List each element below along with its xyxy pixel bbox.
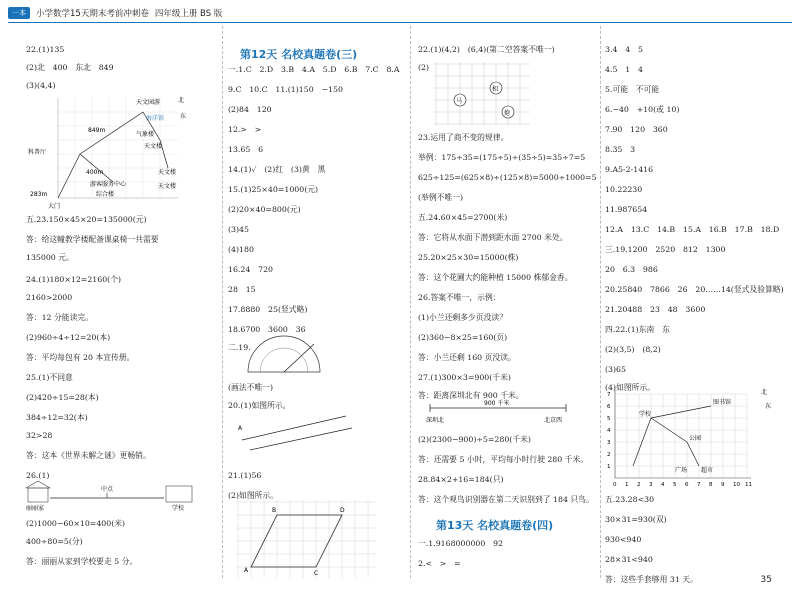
x-tick-label: 1 — [625, 482, 629, 488]
park-map-figure — [18, 94, 188, 210]
parallel-lines-figure — [236, 410, 356, 452]
answer-line: 135000 元。 — [26, 253, 74, 262]
answer-line: 答：它将从水面下潜到距水面 2700 米处。 — [418, 233, 568, 242]
answer-line: 625÷125=(625×8)÷(125×8)=5000÷1000=5 — [418, 173, 597, 182]
y-tick-label: 2 — [607, 452, 611, 458]
protractor-figure — [244, 334, 324, 378]
answer-line: 26.答案不唯一，示例： — [418, 293, 501, 302]
answer-line: (2)420÷15=28(本) — [26, 393, 99, 402]
answer-line: 举例：175÷35=(175÷5)÷(35÷5)=35÷7=5 — [418, 153, 586, 162]
answer-line: 答：平均每包有 20 本宣传册。 — [26, 353, 135, 362]
page-header — [8, 6, 222, 20]
answer-line: 10.22230 — [605, 185, 643, 194]
day-label: 第13天 — [436, 519, 474, 532]
column-divider — [222, 26, 223, 578]
day-13-heading — [436, 517, 553, 533]
x-tick-label: 4 — [661, 482, 665, 488]
answer-line: 24.(1)180×12=2160(个) — [26, 275, 122, 284]
x-tick-label: 6 — [685, 482, 689, 488]
answer-line: 20.25840 7866 26 20……14(竖式及验算略) — [605, 285, 784, 294]
answer-line: 384÷12=32(本) — [26, 413, 88, 422]
answer-line: 答：丽丽从家到学校要走 5 分。 — [26, 557, 138, 566]
answer-line: (2)960÷4÷12=20(本) — [26, 333, 111, 342]
answer-line: 23.运用了商不变的规律。 — [418, 133, 509, 142]
answer-line: 25.20×25×30=15000(株) — [418, 253, 519, 262]
answer-line: 8.35 3 — [605, 145, 636, 154]
map-label: 天文楼 — [144, 143, 163, 150]
answer-line: 21.20488 23 48 3600 — [605, 305, 706, 314]
answer-line: 答：距离深圳北有 900 千米。 — [418, 391, 524, 400]
answer-line: 5.可能 不可能 — [605, 85, 660, 94]
x-tick-label: 11 — [745, 482, 752, 488]
y-tick-label: 4 — [607, 428, 611, 434]
answer-line: (4)180 — [228, 245, 254, 254]
answer-line: 22.(1)(4,2) (6,4)(第二空答案不唯一) — [418, 45, 555, 54]
piece-label: 相 — [492, 86, 499, 93]
map-label: 天文园游 — [136, 99, 161, 106]
piece-label: 马 — [456, 98, 463, 105]
answer-line: 400÷80=5(分) — [26, 537, 83, 546]
x-tick-label: 3 — [649, 482, 653, 488]
place-label: 超市 — [701, 467, 714, 474]
answer-line: (1)小兰还剩多少页没读？ — [418, 313, 508, 322]
parallelogram-grid-figure — [236, 500, 376, 578]
answer-line: 四.22.(1)东南 东 — [605, 325, 670, 334]
answer-line: 12.> > — [228, 125, 262, 134]
answer-line: 4.5 1 4 — [605, 65, 643, 74]
svg-text:A: A — [238, 425, 243, 432]
north-label: 北 — [178, 97, 185, 104]
y-tick-label: 6 — [607, 404, 611, 410]
answer-line: 五.23.28<30 — [605, 495, 655, 504]
answer-line: 15.(1)25×40=1000(元) — [228, 185, 319, 194]
map-label: 400m — [86, 169, 104, 176]
place-label: 公园 — [689, 435, 702, 442]
map-label: 海洋馆 — [146, 115, 165, 122]
answer-line: 28×31<940 — [605, 555, 653, 564]
answer-line: (3)65 — [605, 365, 626, 374]
answer-line: 三.19.1200 2520 812 1300 — [605, 245, 726, 254]
answer-line: (2)20×40=800(元) — [228, 205, 301, 214]
place-label: 图书馆 — [713, 399, 732, 406]
x-tick-label: 7 — [697, 482, 701, 488]
midpoint-label: 中点 — [101, 486, 114, 493]
header-rule — [8, 22, 792, 23]
answer-line: 2.< > = — [418, 559, 461, 568]
answer-line: (4)如图所示。 — [605, 383, 656, 392]
answer-line: 26.(1) — [26, 471, 50, 480]
answer-line: (2)84 120 — [228, 105, 272, 114]
piece-label: 炮 — [504, 110, 511, 117]
answer-line: 14.(1)✓ (2)红 (3)黄 黑 — [228, 165, 326, 174]
answer-line: 答：还需要 5 小时，平均每小时行驶 280 千米。 — [418, 455, 589, 464]
x-tick-label: 9 — [721, 482, 725, 488]
answer-line: 32>28 — [26, 431, 53, 440]
north-label: 北 — [761, 389, 768, 396]
map-label: 849m — [88, 127, 106, 134]
answer-line: 30×31=930(双) — [605, 515, 667, 524]
answer-line: 一.1.C 2.D 3.B 4.A 5.D 6.B 7.C 8.A — [228, 65, 400, 74]
answer-line: 21.(1)56 — [228, 471, 262, 480]
answer-line: 27.(1)300×3=900(千米) — [418, 373, 511, 382]
map-label: 综合楼 — [96, 191, 115, 198]
route-figure — [26, 478, 206, 512]
answer-line: 答：小兰还剩 160 页没读。 — [418, 353, 516, 362]
svg-text:D: D — [340, 507, 345, 514]
answer-line: (2)(3,5) (8,2) — [605, 345, 661, 354]
map-label: 游客服务中心 — [90, 181, 127, 188]
day-title: 名校真题卷(三) — [281, 48, 358, 61]
column-divider — [410, 26, 411, 578]
rail-line-figure — [426, 398, 576, 426]
answer-line: (2)360−8×25=160(页) — [418, 333, 508, 342]
grade-label: 四年级上册 BS 版 — [154, 9, 223, 19]
east-label: 东 — [180, 113, 187, 120]
answer-line: 答：这些手套够用 31 天。 — [605, 575, 698, 584]
answer-line: 答：这个观鸟识别器在第二天识别到了 184 只鸟。 — [418, 495, 594, 504]
map-label: 283m — [30, 191, 48, 198]
answer-line: 7.90 120 360 — [605, 125, 668, 134]
y-tick-labels — [607, 392, 611, 470]
answer-line: 20 6.3 986 — [605, 265, 658, 274]
y-tick-label: 5 — [607, 416, 611, 422]
answer-line: 28 15 — [228, 285, 256, 294]
answer-line: 16.24 720 — [228, 265, 273, 274]
day-label: 第12天 — [240, 48, 278, 61]
answer-line: 22.(1)135 — [26, 45, 65, 54]
x-tick-label: 5 — [673, 482, 677, 488]
answer-line: 一.1.9168000000 92 — [418, 539, 504, 548]
x-tick-label: 0 — [613, 482, 617, 488]
chess-grid-figure — [434, 62, 530, 126]
map-label: 天文楼 — [158, 169, 177, 176]
east-label: 东 — [765, 403, 772, 410]
answer-line: 18.6700 3600 36 — [228, 325, 306, 334]
distance-label: 900 千米 — [484, 400, 510, 407]
answer-line: 3.4 4 5 — [605, 45, 643, 54]
svg-text:A: A — [244, 567, 249, 574]
answer-line: (2)如图所示。 — [228, 491, 279, 500]
map-label: 天文楼 — [158, 183, 177, 190]
answer-line: 答：这本《世界未解之谜》更畅销。 — [26, 451, 151, 460]
column-divider — [600, 26, 601, 578]
day-12-heading — [240, 46, 357, 62]
svg-text:B: B — [272, 507, 277, 514]
map-label: 气象楼 — [136, 131, 155, 138]
answer-line: (2)(2300−900)÷5=280(千米) — [418, 435, 531, 444]
answer-line: (举例不唯一) — [418, 193, 464, 202]
answer-line: 28.84×2+16=184(只) — [418, 475, 504, 484]
answer-line: 五.23.150×45×20=135000(元) — [26, 215, 147, 224]
answer-line: (3)45 — [228, 225, 249, 234]
y-tick-label: 1 — [607, 464, 611, 470]
answer-line: 25.(1)不同意 — [26, 373, 73, 382]
series-logo: 一本 — [8, 7, 30, 19]
map-label: 科普厅 — [28, 149, 47, 156]
y-tick-label: 3 — [607, 440, 611, 446]
page-number — [761, 575, 772, 585]
page-number-value: 35 — [760, 575, 772, 585]
answer-line: 9.C 10.C 11.(1)150 −150 — [228, 85, 343, 94]
answer-line: 答：给这幢教学楼配备课桌椅一共需要 — [26, 235, 159, 244]
answer-line: 12.A 13.C 14.B 15.A 16.B 17.B 18.D — [605, 225, 780, 234]
answer-line: 930<940 — [605, 535, 642, 544]
x-tick-label: 8 — [709, 482, 713, 488]
x-tick-label: 10 — [733, 482, 740, 488]
answer-line: 6.−40 +10(或 10) — [605, 105, 680, 114]
answer-line: 13.65 6 — [228, 145, 264, 154]
answer-line: (2) — [418, 63, 430, 72]
answer-line: 答：12 分能读完。 — [26, 313, 93, 322]
answer-line: (3)(4,4) — [26, 81, 56, 90]
answer-line: (画法不唯一) — [228, 383, 274, 392]
station-label: 北京西 — [544, 417, 563, 424]
station-label: 深圳北 — [426, 417, 445, 424]
answer-line: 9.A5-2-1416 — [605, 165, 654, 174]
answer-line: 二.19. — [228, 343, 251, 352]
answer-line: 答：这个花圃大约能种植 15000 株郁金香。 — [418, 273, 573, 282]
answer-line: (2)1000−60×10=400(米) — [26, 519, 126, 528]
map-label: 大门 — [48, 203, 61, 210]
place-label: 学校 — [639, 411, 652, 418]
answer-line: 五.24.60×45=2700(米) — [418, 213, 508, 222]
place-label: 广场 — [675, 467, 688, 474]
answer-line: 17.8880 25(竖式略) — [228, 305, 308, 314]
answer-line: 2160>2000 — [26, 293, 73, 302]
y-tick-label: 7 — [607, 392, 611, 398]
answer-line: (2)北 400 东北 849 — [26, 63, 114, 72]
x-tick-labels — [613, 482, 752, 488]
answer-line: 11.987654 — [605, 205, 648, 214]
home-label: 丽丽家 — [26, 505, 45, 512]
book-title: 小学数学15天期末考前冲刺卷 — [36, 9, 149, 19]
svg-text:C: C — [314, 570, 319, 577]
x-tick-label: 2 — [637, 482, 641, 488]
day-title: 名校真题卷(四) — [477, 519, 554, 532]
school-label: 学校 — [172, 505, 185, 512]
answer-line: 20.(1)如图所示。 — [228, 401, 291, 410]
city-grid-figure — [603, 383, 783, 490]
